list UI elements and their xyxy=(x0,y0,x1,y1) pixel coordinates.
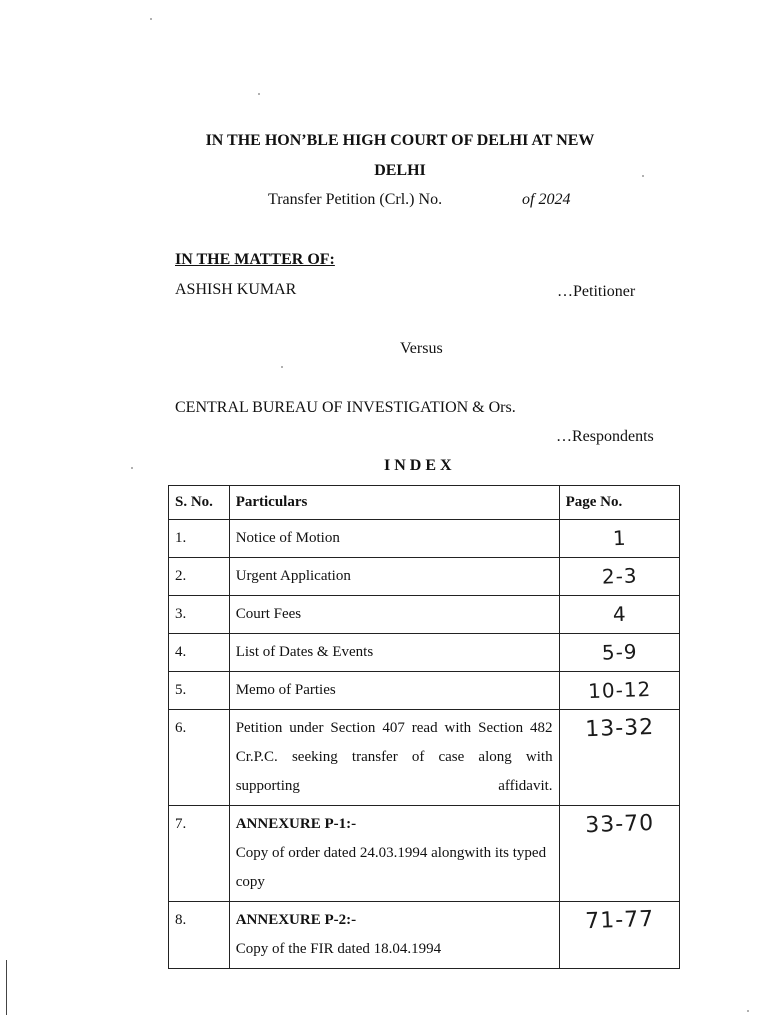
respondent-name: CENTRAL BUREAU OF INVESTIGATION & Ors. xyxy=(175,399,516,416)
row-sno: 8. xyxy=(169,902,230,969)
index-table xyxy=(168,485,680,969)
court-title-line1: IN THE HON’BLE HIGH COURT OF DELHI AT NEW xyxy=(205,132,595,149)
handwritten-page-number: 71-77 xyxy=(584,906,655,935)
handwritten-page-number: 13-32 xyxy=(584,714,655,743)
row-particulars: List of Dates & Events xyxy=(229,634,559,672)
row-page xyxy=(559,806,679,902)
petition-year: of 2024 xyxy=(522,191,571,208)
table-row xyxy=(169,596,680,634)
row-particulars-cell xyxy=(229,902,559,969)
petitioner-name: ASHISH KUMAR xyxy=(175,281,297,298)
table-row xyxy=(169,558,680,596)
table-row xyxy=(169,806,680,902)
scan-speck xyxy=(131,467,133,469)
row-sno: 3. xyxy=(169,596,230,634)
table-row xyxy=(169,672,680,710)
annexure-label: ANNEXURE P-2:- xyxy=(235,912,357,928)
row-sno: 5. xyxy=(169,672,230,710)
row-page xyxy=(559,634,679,672)
row-sno: 6. xyxy=(169,710,230,806)
header-particulars: Particulars xyxy=(229,486,559,520)
court-title-line2: DELHI xyxy=(374,162,426,179)
row-page xyxy=(559,520,679,558)
table-row xyxy=(169,902,680,969)
handwritten-page-number: 2-3 xyxy=(601,563,638,589)
row-page xyxy=(559,710,679,806)
row-particulars: Urgent Application xyxy=(229,558,559,596)
row-particulars: Court Fees xyxy=(229,596,559,634)
handwritten-page-number: 10-12 xyxy=(587,676,652,704)
index-heading: INDEX xyxy=(384,457,456,474)
handwritten-page-number: 4 xyxy=(611,601,627,627)
row-particulars: Notice of Motion xyxy=(229,520,559,558)
versus-label: Versus xyxy=(400,340,443,357)
row-page xyxy=(559,558,679,596)
scan-speck xyxy=(281,366,283,368)
table-row xyxy=(169,520,680,558)
petitioner-role: …Petitioner xyxy=(557,283,636,300)
row-sno: 2. xyxy=(169,558,230,596)
matter-heading: IN THE MATTER OF: xyxy=(175,251,335,268)
table-row xyxy=(169,634,680,672)
row-particulars-cell xyxy=(229,806,559,902)
row-particulars: Petition under Section 407 read with Section 482 Cr.P.C. seeking transfer of case along with supporting affidavit. xyxy=(229,710,559,806)
respondent-role: …Respondents xyxy=(556,428,654,445)
index-header-row xyxy=(169,486,680,520)
scan-speck xyxy=(150,18,152,20)
petition-number-label: Transfer Petition (Crl.) No. xyxy=(268,191,443,208)
row-sno: 1. xyxy=(169,520,230,558)
handwritten-page-number: 33-70 xyxy=(584,810,655,839)
header-sno: S. No. xyxy=(169,486,230,520)
scan-speck xyxy=(258,93,260,95)
header-page: Page No. xyxy=(559,486,679,520)
row-page xyxy=(559,596,679,634)
row-sno: 4. xyxy=(169,634,230,672)
handwritten-page-number: 1 xyxy=(611,525,627,551)
annexure-label: ANNEXURE P-1:- xyxy=(235,816,357,832)
row-page xyxy=(559,902,679,969)
row-sno: 7. xyxy=(169,806,230,902)
scan-speck xyxy=(747,1010,749,1012)
scan-edge-line xyxy=(6,960,7,1015)
row-page xyxy=(559,672,679,710)
handwritten-page-number: 5-9 xyxy=(601,639,638,665)
table-row xyxy=(169,710,680,806)
scan-speck xyxy=(642,175,644,177)
row-particulars: Copy of order dated 24.03.1994 alongwith its typed copy xyxy=(235,845,547,890)
row-particulars: Copy of the FIR dated 18.04.1994 xyxy=(235,941,442,957)
row-particulars: Memo of Parties xyxy=(229,672,559,710)
